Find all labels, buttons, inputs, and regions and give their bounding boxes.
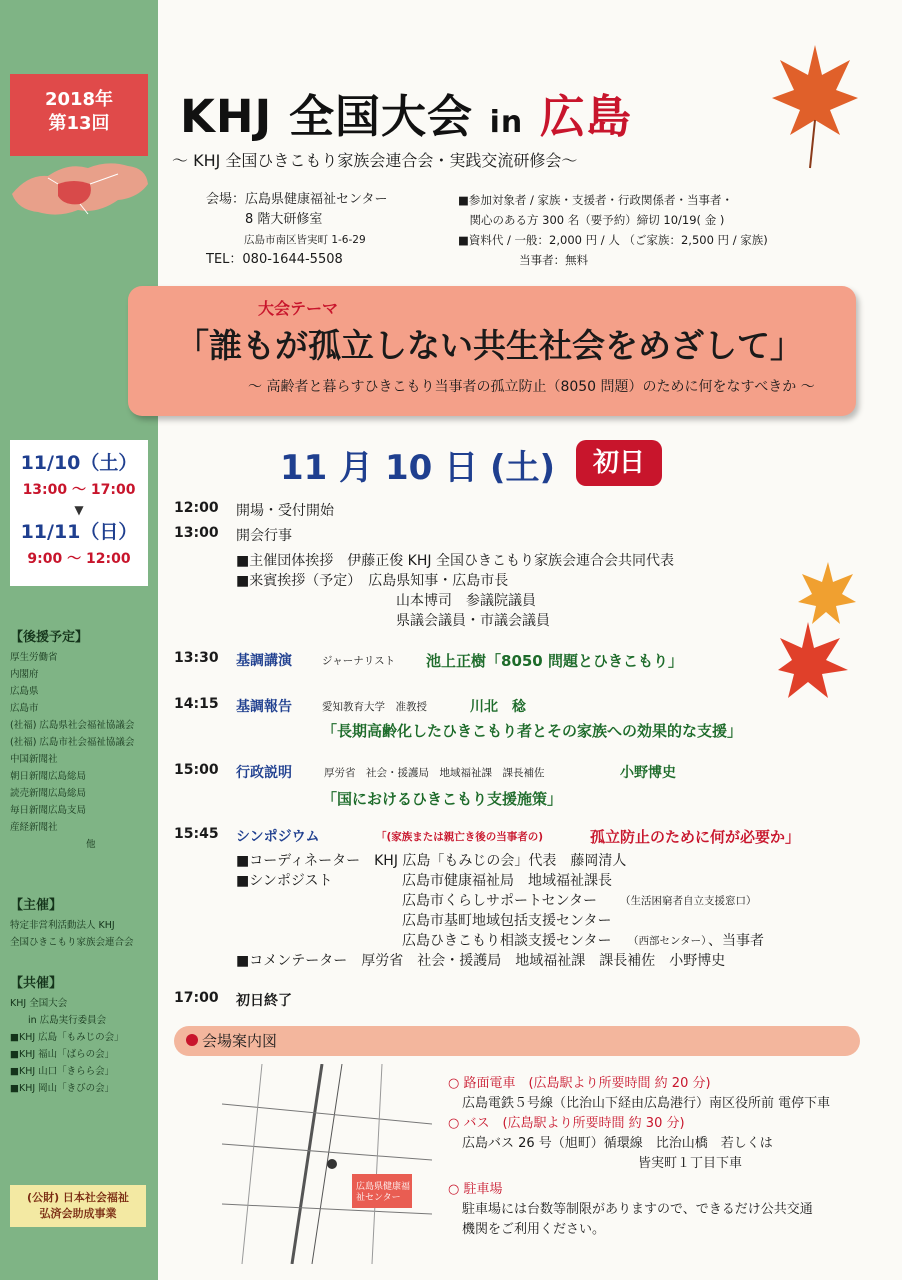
bullet-icon [186, 1034, 198, 1046]
schedule-row [174, 990, 874, 1010]
schedule-detail [174, 590, 874, 610]
subsidy-line2: 弘済会助成事業 [39, 1207, 117, 1220]
support-item: 広島県 [10, 686, 39, 697]
maple-leaf-icon [770, 40, 860, 170]
event-subtitle: ～ KHJ 全国ひきこもり家族会連合会・実践交流研修会～ [172, 151, 578, 170]
schedule-row [174, 500, 874, 520]
schedule-row [174, 696, 874, 718]
arrow-down-icon: ▼ [74, 503, 84, 517]
tram-heading: ○ 路面電車 (広島駅より所要時間 約 20 分) [448, 1076, 711, 1091]
parking-text: 機関をご利用ください。 [462, 1222, 606, 1237]
symposist-note: （西部センター） [628, 935, 712, 947]
symposist: 広島市基町地域包括支援センター [402, 913, 612, 929]
keynote-title: 池上正樹「8050 問題とひきこもり」 [426, 652, 683, 670]
support-item: 読売新聞広島総局 [10, 788, 87, 799]
subsidy-line1: (公財) 日本社会福祉 [27, 1191, 129, 1204]
venue-line1: 会場：広島県健康福祉センター [206, 192, 388, 207]
title-place: 広島 [523, 90, 632, 143]
date-day2: 11/11（日） [20, 521, 138, 543]
support-item: 内閣府 [10, 669, 39, 680]
symposist-note: （生活困窮者自立支援窓口） [620, 895, 757, 907]
support-item: 厚生労働省 [10, 652, 58, 663]
cohost-item: in 広島実行委員会 [28, 1015, 107, 1026]
admin-heading: 行政説明 [236, 765, 292, 781]
day-badge: 初日 [576, 440, 662, 486]
schedule-detail [174, 610, 874, 630]
guest-greeting: ■来賓挨拶（予定） 広島県知事・広島市長 [236, 573, 509, 589]
admin-speaker: 小野博史 [620, 765, 676, 781]
schedule-detail [174, 550, 874, 570]
date-day1: 11/10（土） [20, 452, 138, 474]
organizer-heading: 【主催】 [10, 898, 63, 913]
theme-subtitle: ～ 高齢者と暮らすひきこもり当事者の孤立防止（8050 問題）のために何をなすべきか ～ [248, 379, 815, 395]
opening-greeting: ■主催団体挨拶 伊藤正俊 KHJ 全国ひきこもり家族会連合会共同代表 [236, 553, 674, 569]
support-item: 広島市 [10, 703, 39, 714]
venue-map-label: 広島県健康福祉センター [356, 1182, 411, 1203]
schedule-time: 13:30 [174, 650, 219, 666]
guest-name: 山本博司 参議院議員 [396, 593, 536, 609]
theme-box [128, 286, 856, 416]
schedule-time: 15:45 [174, 826, 219, 842]
theme-label: 大会テーマ [258, 299, 339, 318]
schedule-detail [174, 850, 874, 870]
support-item: (社福) 広島県社会福祉協議会 [10, 720, 135, 731]
subsidy-box [10, 1185, 146, 1227]
venue-info [206, 190, 387, 270]
main-content [158, 0, 902, 1280]
tram-text: 広島電鉄５号線（比治山下経由広島港行）南区役所前 電停下車 [462, 1096, 831, 1111]
coordinator: ■コーディネーター KHJ 広島「もみじの会」代表 藤岡清人 [236, 853, 627, 869]
symposist-tail: 、当事者 [708, 933, 764, 949]
event-dates [10, 440, 148, 586]
support-item: (社福) 広島市社会福祉協議会 [10, 737, 135, 748]
day-title: 11 月 10 日 (土) [280, 448, 556, 488]
symposist: 広島市健康福祉局 地域福祉課長 [402, 873, 612, 889]
chugoku-map-icon [8, 154, 150, 220]
cohost-item: ■KHJ 広島「もみじの会」 [10, 1032, 124, 1043]
schedule-detail [174, 570, 874, 590]
symposist: 広島市くらしサポートセンター [402, 893, 598, 909]
admin-title: 「国におけるひきこもり支援施策」 [322, 790, 563, 808]
target-line4: 当事者：無料 [458, 253, 589, 267]
schedule-text: 初日終了 [236, 993, 292, 1009]
cohost-item: KHJ 全国大会 [10, 998, 68, 1009]
cohost-heading: 【共催】 [10, 976, 63, 991]
admin-role: 厚労省 社会・援護局 地域福祉課 課長補佐 [324, 767, 545, 779]
badge-count: 第13回 [48, 113, 110, 134]
bus-text: 広島バス 26 号（旭町）循環線 比治山橋 若しくは [462, 1136, 773, 1151]
commentator: ■コメンテーター 厚労省 社会・援護局 地域福祉課 課長補佐 小野博史 [236, 953, 726, 969]
symposium-title: 孤立防止のために何が必要か」 [590, 828, 801, 846]
access-bar [174, 1026, 860, 1056]
support-item: 毎日新聞広島支局 [10, 805, 87, 816]
report-title: 「長期高齢化したひきこもり者とその家族への効果的な支援」 [322, 722, 743, 740]
support-list [10, 626, 155, 853]
target-line1: ■参加対象者 / 家族・支援者・行政関係者・当事者・ [458, 193, 734, 207]
target-line3: ■資料代 / 一般：2,000 円 / 人 （ご家族：2,500 円 / 家族) [458, 233, 768, 247]
organizer-item: 全国ひきこもり家族会連合会 [10, 937, 134, 948]
schedule-row [174, 525, 874, 545]
title-in: in [489, 105, 524, 140]
cohost-item: ■KHJ 岡山「きびの会」 [10, 1083, 115, 1094]
report-role: 愛知教育大学 准教授 [322, 701, 427, 713]
schedule-detail [174, 950, 874, 970]
schedule-detail [174, 910, 874, 930]
title-main: KHJ 全国大会 [180, 90, 490, 143]
report-heading: 基調報告 [236, 699, 292, 715]
organizer-item: 特定非営利活動法人 KHJ [10, 920, 115, 931]
parking-text: 駐車場には台数等制限がありますので、できるだけ公共交通 [462, 1202, 813, 1217]
report-speaker: 川北 稔 [470, 699, 526, 715]
support-heading: 【後援予定】 [10, 630, 89, 645]
access-label: 会場案内図 [202, 1032, 278, 1050]
keynote-role: ジャーナリスト [322, 655, 396, 667]
schedule-time: 13:00 [174, 525, 219, 541]
venue-map [222, 1064, 432, 1264]
schedule-time: 12:00 [174, 500, 219, 516]
schedule-time: 14:15 [174, 696, 219, 712]
edition-badge [10, 74, 148, 156]
organizer-list [10, 894, 155, 951]
support-item: 産経新聞社 [10, 822, 58, 833]
cohost-list [10, 972, 155, 1097]
bus-heading: ○ バス (広島駅より所要時間 約 30 分) [448, 1116, 685, 1131]
badge-year: 2018年 [44, 89, 114, 110]
schedule-text: 開場・受付開始 [236, 503, 334, 519]
sidebar [0, 0, 158, 1280]
schedule-detail [174, 788, 874, 810]
schedule-time: 15:00 [174, 762, 219, 778]
venue-address: 広島市南区皆実町 1-6-29 [244, 234, 366, 246]
parking-heading: ○ 駐車場 [448, 1182, 503, 1197]
theme-title: 「誰もが孤立しない共生社会をめざして」 [176, 326, 803, 365]
symposium-heading: シンポジウム [236, 829, 320, 845]
schedule-time: 17:00 [174, 990, 219, 1006]
schedule-detail [174, 930, 874, 950]
support-item: 朝日新聞広島総局 [10, 771, 87, 782]
cohost-item: ■KHJ 山口「きらら会」 [10, 1066, 115, 1077]
time-day2: 9:00 ～ 12:00 [27, 551, 131, 567]
symposist-label: ■シンポジスト [236, 873, 333, 889]
schedule-detail [174, 720, 874, 742]
symposium-note: 「(家族または親亡き後の当事者の) [376, 831, 544, 843]
symposist: 広島ひきこもり相談支援センター [402, 933, 612, 949]
access-info [448, 1074, 830, 1240]
schedule-text: 開会行事 [236, 528, 292, 544]
venue-tel: TEL：080-1644-5508 [206, 252, 343, 267]
schedule-row [174, 650, 874, 672]
support-item: 他 [86, 839, 96, 850]
guest-name: 県議会議員・市議会議員 [396, 613, 550, 629]
target-line2: 関心のある方 300 名（要予約）締切 10/19( 金 ) [458, 213, 725, 227]
schedule-detail [174, 870, 874, 890]
venue-line2: 8 階大研修室 [206, 212, 323, 227]
cohost-item: ■KHJ 福山「ばらの会」 [10, 1049, 115, 1060]
bus-text: 皆実町１丁目下車 [638, 1156, 743, 1171]
keynote-heading: 基調講演 [236, 653, 292, 669]
time-day1: 13:00 ～ 17:00 [22, 482, 136, 498]
event-title [180, 80, 632, 145]
schedule-detail [174, 890, 874, 910]
participation-info [458, 190, 768, 270]
schedule-row [174, 762, 874, 784]
schedule-row [174, 826, 874, 848]
support-item: 中国新聞社 [10, 754, 58, 765]
